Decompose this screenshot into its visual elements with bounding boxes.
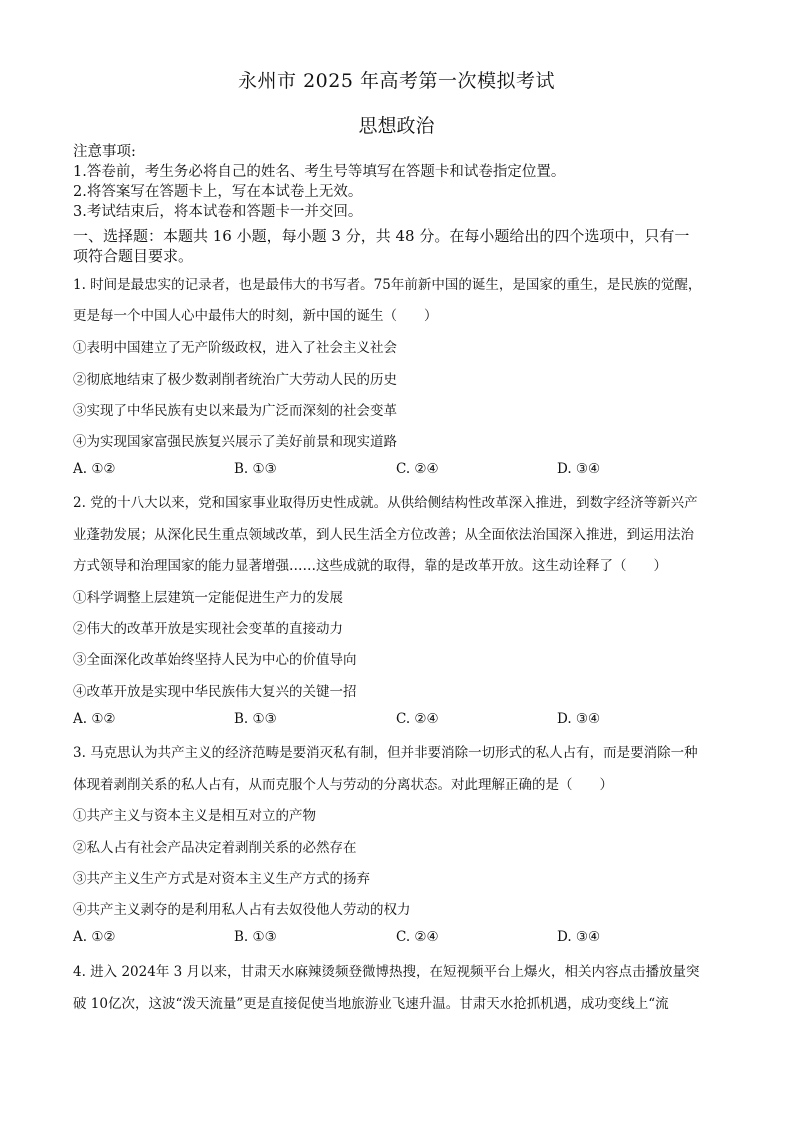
- question-option: ①科学调整上层建筑一定能促进生产力的发展: [73, 590, 343, 606]
- question-option: ③全面深化改革始终坚持人民为中心的价值导向: [73, 652, 357, 668]
- question-option: ①共产主义与资本主义是相互对立的产物: [73, 808, 316, 824]
- question-stem-line: 3. 马克思认为共产主义的经济范畴是要消灭私有制，但并非要消除一切形式的私人占有，而是要消除一种: [73, 745, 698, 761]
- question-stem-line: 更是每一个中国人心中最伟大的时刻，新中国的诞生（ ）: [73, 308, 438, 324]
- choice-a[interactable]: A. ①②: [73, 461, 116, 477]
- exam-title: 永州市 2025 年高考第一次模拟考试: [238, 70, 555, 92]
- section-heading: [73, 226, 733, 266]
- choice-d[interactable]: D. ③④: [557, 461, 601, 477]
- choice-b[interactable]: B. ①③: [234, 929, 277, 945]
- choice-a[interactable]: A. ①②: [73, 929, 116, 945]
- notice-item: 2.将答案写在答题卡上，写在本试卷上无效。: [73, 184, 363, 200]
- question-option: ③实现了中华民族有史以来最为广泛而深刻的社会变革: [73, 403, 397, 419]
- choice-b[interactable]: B. ①③: [234, 711, 277, 727]
- choice-d[interactable]: D. ③④: [557, 929, 601, 945]
- question-option: ②私人占有社会产品决定着剥削关系的必然存在: [73, 840, 357, 856]
- question-stem-line: 破 10亿次，这波“泼天流量”更是直接促使当地旅游业飞速升温。甘肃天水抢抓机遇，成功变线上“流: [73, 996, 669, 1012]
- choice-c[interactable]: C. ②④: [396, 461, 439, 477]
- question-option: ②彻底地结束了极少数剥削者统治广大劳动人民的历史: [73, 372, 397, 388]
- question-option: ④为实现国家富强民族复兴展示了美好前景和现实道路: [73, 434, 397, 450]
- question-stem-line: 体现着剥削关系的私人占有，从而克服个人与劳动的分离状态。对此理解正确的是（ ）: [73, 777, 613, 793]
- section-line: 项符合题目要求。: [73, 247, 194, 265]
- question-option: ②伟大的改革开放是实现社会变革的直接动力: [73, 621, 343, 637]
- question-option: ③共产主义生产方式是对资本主义生产方式的扬弃: [73, 871, 370, 887]
- exam-subject: 思想政治: [358, 115, 435, 137]
- question-option: ④共产主义剥夺的是利用私人占有去奴役他人劳动的权力: [73, 902, 411, 918]
- question-stem-line: 业蓬勃发展；从深化民生重点领域改革，到人民生活全方位改善；从全面依法治国深入推进，到运用法治: [73, 527, 694, 543]
- question-stem-line: 1. 时间是最忠实的记录者，也是最伟大的书写者。75年前新中国的诞生，是国家的重生，是民族的觉醒，: [73, 277, 702, 293]
- question-stem-line: 2. 党的十八大以来，党和国家事业取得历史性成就。从供给侧结构性改革深入推进，到数字经济等新兴产: [73, 495, 698, 511]
- question-option: ④改革开放是实现中华民族伟大复兴的关键一招: [73, 684, 357, 700]
- notice-heading: 注意事项:: [73, 144, 136, 160]
- question-option: ①表明中国建立了无产阶级政权，进入了社会主义社会: [73, 340, 397, 356]
- choice-c[interactable]: C. ②④: [396, 711, 439, 727]
- choice-d[interactable]: D. ③④: [557, 711, 601, 727]
- choice-c[interactable]: C. ②④: [396, 929, 439, 945]
- question-stem-line: 方式领导和治理国家的能力显著增强……这些成就的取得，靠的是改革开放。这生动诠释了（ ）: [73, 558, 667, 574]
- section-line: 一、选择题：本题共 16 小题，每小题 3 分，共 48 分。在每小题给出的四个选项中，只有一: [73, 227, 690, 245]
- question-stem-line: 4. 进入 2024年 3 月以来，甘肃天水麻辣烫频登微博热搜，在短视频平台上爆火，相关内容点击播放量突: [73, 964, 700, 980]
- choice-b[interactable]: B. ①③: [234, 461, 277, 477]
- notice-item: 3.考试结束后，将本试卷和答题卡一并交回。: [73, 204, 363, 220]
- notice-block: [73, 142, 733, 222]
- choice-a[interactable]: A. ①②: [73, 711, 116, 727]
- notice-item: 1.答卷前，考生务必将自己的姓名、考生号等填写在答题卡和试卷指定位置。: [73, 164, 566, 180]
